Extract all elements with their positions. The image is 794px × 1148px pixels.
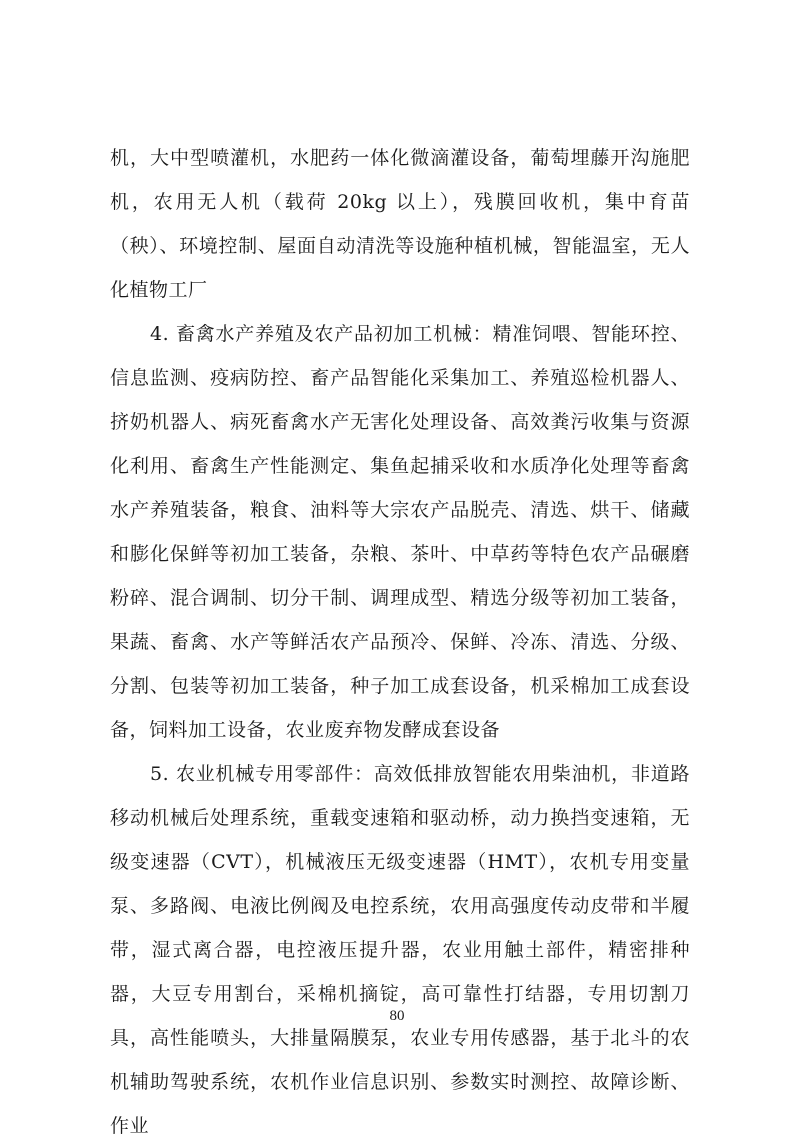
paragraph-item-5: 5. 农业机械专用零部件：高效低排放智能农用柴油机，非道路移动机械后处理系统，重载变速箱和驱动桥，动力换挡变速箱，无级变速器（CVT），机械液压无级变速器（HMT），农机专用变量泵、多路阀、电液比例阀及电控系统，农用高强度传动皮带和半履带，湿式离合器，电控液压提升器，农业用触土部件，精密排种器，大豆专用割台，采棉机摘锭，高可靠性打结器，专用切割刀具，高性能喷头，大排量隔膜泵，农业专用传感器，基于北斗的农机辅助驾驶系统，农机作业信息识别、参数实时测控、故障诊断、作业 xyxy=(110,763,690,1137)
paragraph-continuation: 机，大中型喷灌机，水肥药一体化微滴灌设备，葡萄埋藤开沟施肥机，农用无人机（载荷 20kg 以上），残膜回收机，集中育苗（秧）、环境控制、屋面自动清洗等设施种植机械，智能温室，无人化植物工厂 xyxy=(110,147,690,301)
page-number: 80 xyxy=(389,1008,405,1024)
body-text xyxy=(110,136,690,1148)
paragraph-item-4: 4. 畜禽水产养殖及农产品初加工机械：精准饲喂、智能环控、信息监测、疫病防控、畜产品智能化采集加工、养殖巡检机器人、挤奶机器人、病死畜禽水产无害化处理设备、高效粪污收集与资源化利用、畜禽生产性能测定、集鱼起捕采收和水质净化处理等畜禽水产养殖装备，粮食、油料等大宗农产品脱壳、清选、烘干、储藏和膨化保鲜等初加工装备，杂粮、茶叶、中草药等特色农产品碾磨粉碎、混合调制、切分干制、调理成型、精选分级等初加工装备，果蔬、畜禽、水产等鲜活农产品预冷、保鲜、冷冻、清选、分级、分割、包装等初加工装备，种子加工成套设备，机采棉加工成套设备，饲料加工设备，农业废弃物发酵成套设备 xyxy=(110,323,690,741)
